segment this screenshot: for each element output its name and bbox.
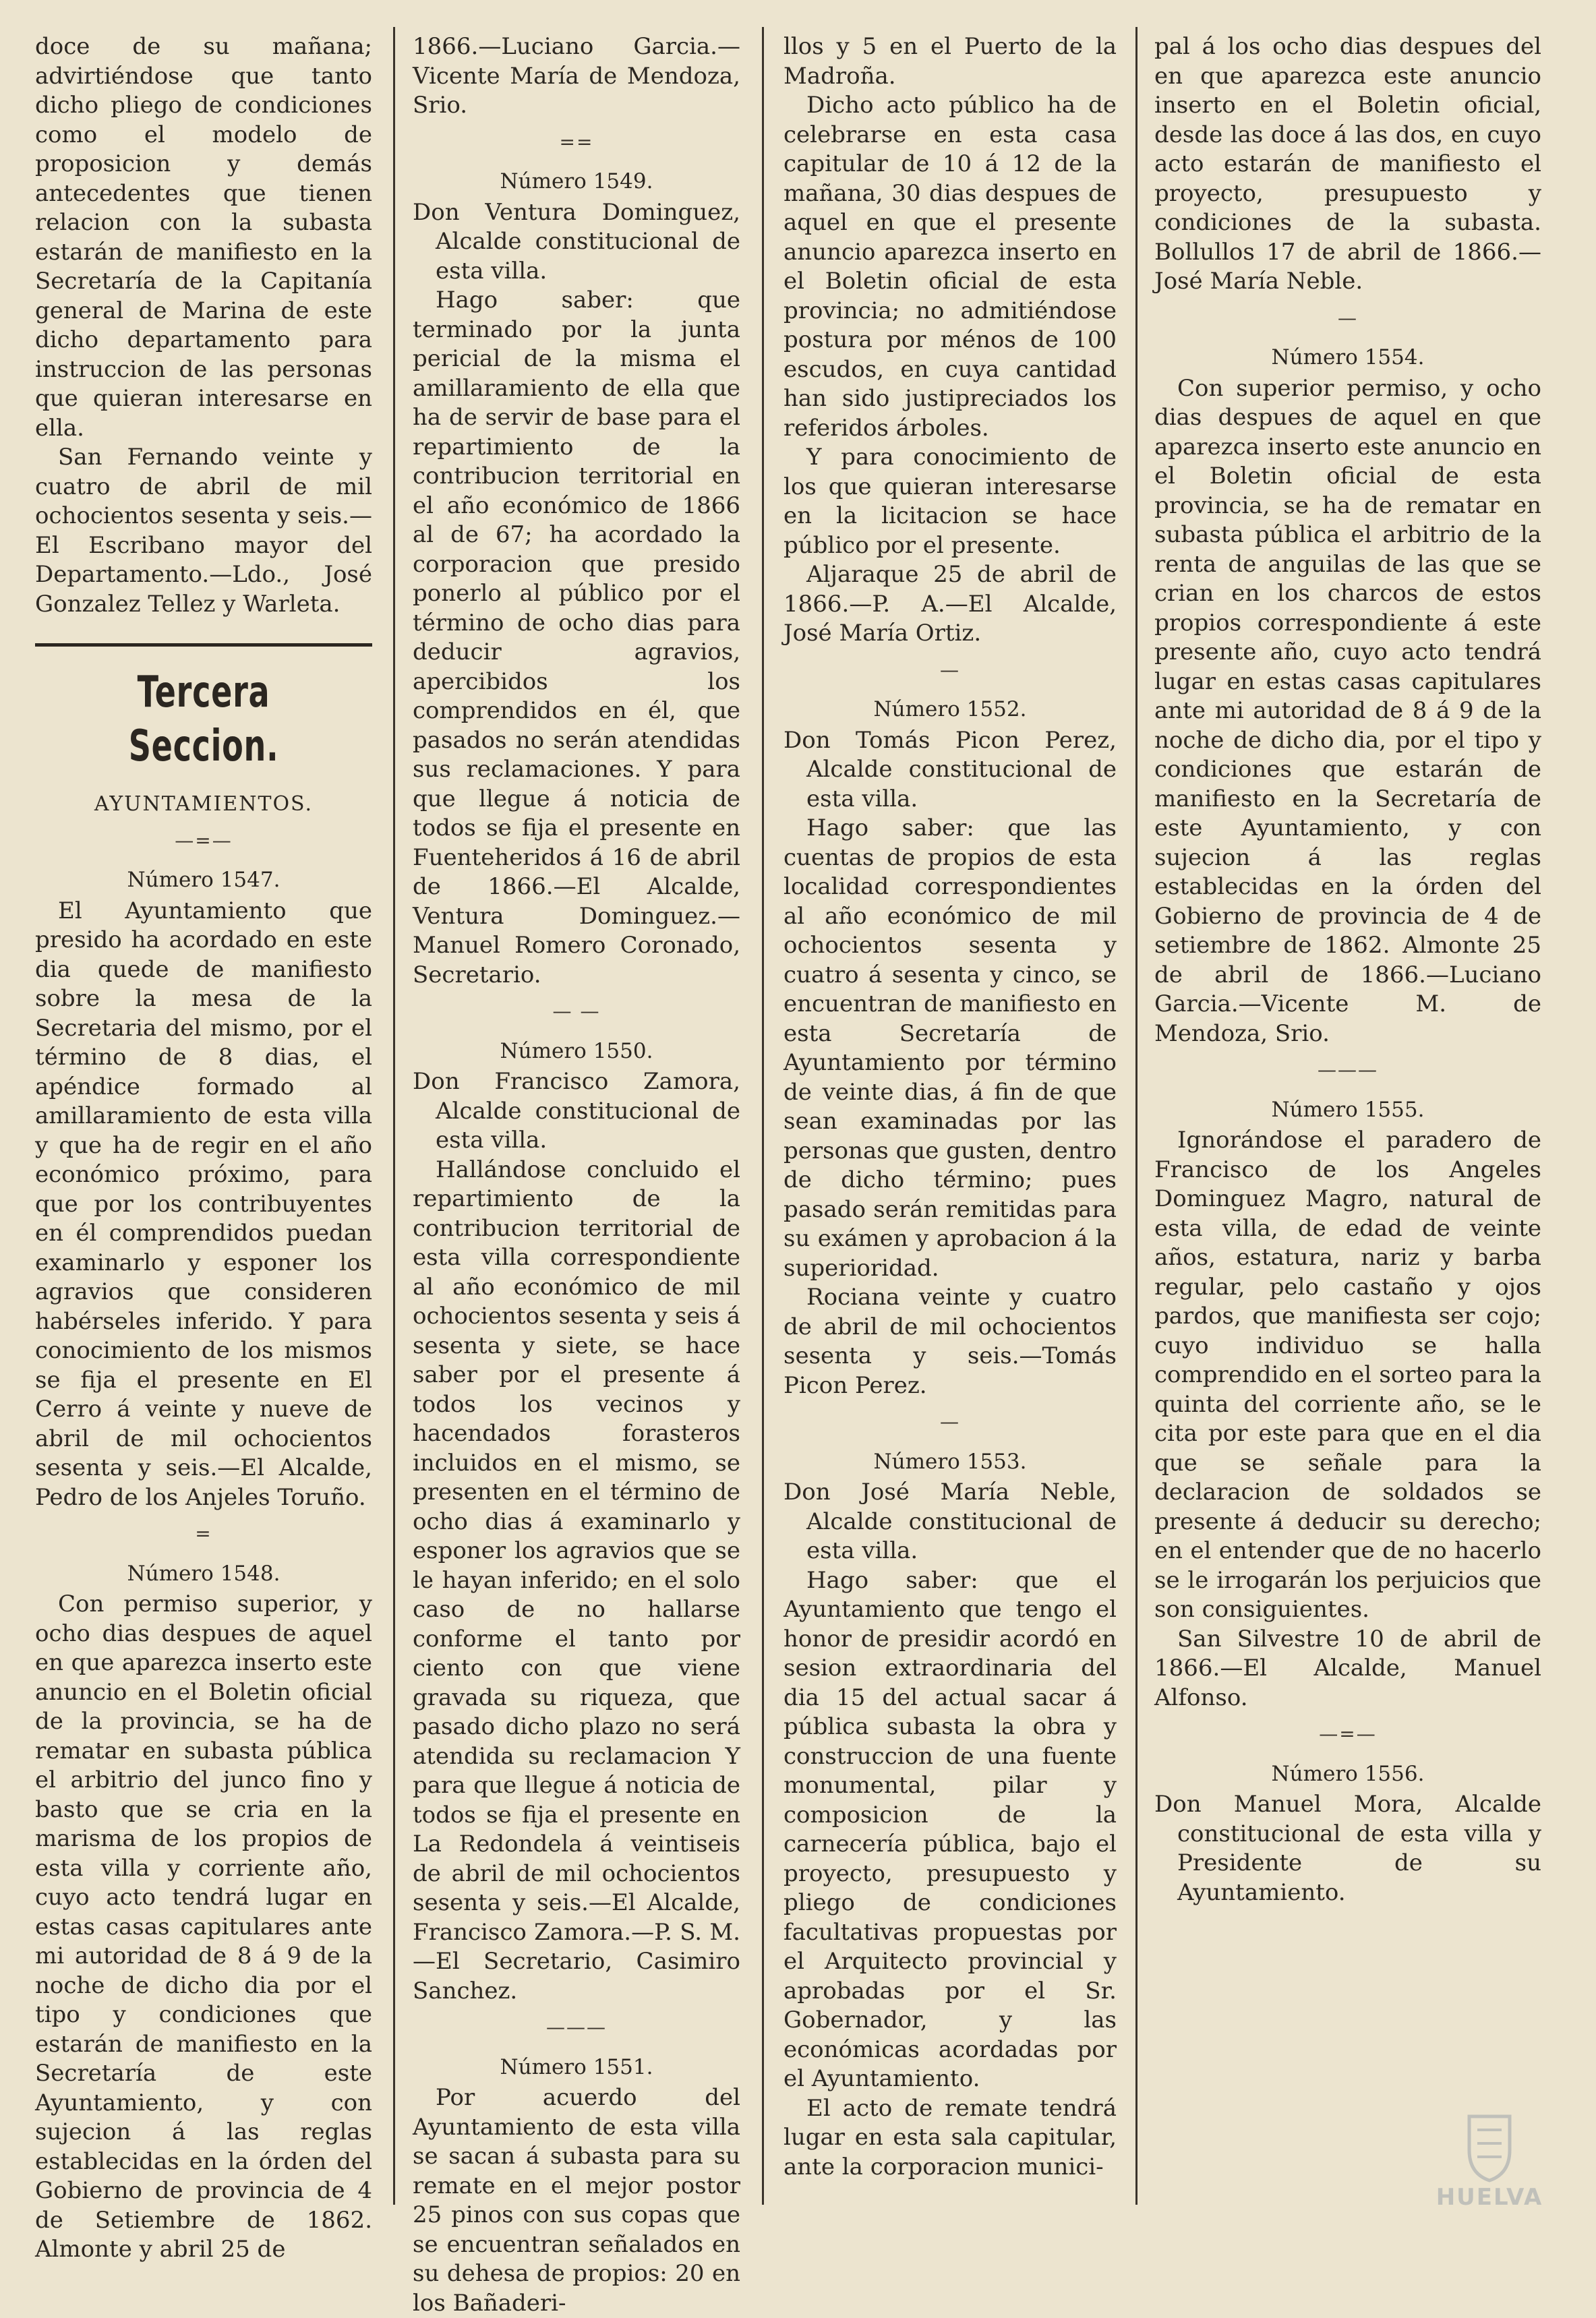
notice-heading: Don José María Neble, Alcalde constitucional de esta villa.: [784, 1479, 1117, 1564]
column-divider: [1135, 27, 1137, 2205]
signature-paragraph: San Silvestre 10 de abril de 1866.—El Alcalde, Manuel Alfonso.: [1154, 1625, 1541, 1711]
notice-body: Por acuerdo del Ayuntamiento de esta villa se sacan á subasta para su remate en el mejor postor 25 pinos con sus copas que se encuentran señalados en su dehesa de propios: 20 en los Bañaderi-: [413, 2084, 740, 2317]
notice-number: Número 1556.: [1271, 1761, 1425, 1786]
notice-number: Número 1550.: [500, 1038, 653, 1063]
notice-body: Con permiso superior, y ocho dias despues de aquel en que aparezca inserto este anuncio en el Boletin oficial de la provincia, se ha de rematar en subasta pública el arbitrio del junco fino y basto que se cria en la marisma de los propios de esta villa y corriente año, cuyo acto tendrá lugar en estas casas capitulares ante mi autoridad de 8 á 9 de la noche de dicho dia por el tipo y condiciones que estarán de manifiesto en la Secretaría de este Ayuntamiento, y con sujecion á las reglas establecidas en la órden del Gobierno de provincia de 4 de Setiembre de 1862. Almonte y abril 25 de: [35, 1591, 372, 2263]
separator: — —: [552, 1000, 601, 1022]
notice-body: Hallándose concluido el repartimiento de la contribucion territorial de esta villa correspondiente al año económico de mil ochocientos sesenta y seis á sesenta y siete, se hace saber por el presente á todos los vecinos y hacendados forasteros incluidos en el mismo, se presenten en el término de ocho dias á examinarlo y esponer los agravios que se le hayan inferido; en el solo caso de no hallarse conforme el tanto por ciento con que viene gravada su riqueza, que pasado dicho plazo no será atendida su reclamacion Y para que llegue á noticia de todos se fija el presente en La Redondela á veintiseis de abril de mil ochocientos sesenta y seis.—El Alcalde, Francisco Zamora.—P. S. M.—El Secretario, Casimiro Sanchez.: [413, 1156, 740, 2004]
signature-paragraph: Rociana veinte y cuatro de abril de mil ochocientos sesenta y seis.—Tomás Picon Perez.: [784, 1284, 1117, 1399]
notice-body: Hago saber: que las cuentas de propios de esta localidad correspondientes al año económico de mil ochocientos sesenta y cuatro á sesenta y cinco, se encuentran de manifiesto en esta Secretaría de Ayuntamiento por término de veinte dias, á fin de que sean examinadas por las personas que gusten, dentro de dicho término; pues pasado serán remitidas para su exámen y aprobacion á la superioridad.: [784, 814, 1117, 1282]
section-header: AYUNTAMIENTOS.: [94, 792, 314, 816]
notice-heading: Don Francisco Zamora, Alcalde constitucional de esta villa.: [413, 1068, 740, 1154]
section-title: Tercera Seccion.: [128, 667, 279, 771]
separator: ———: [546, 2016, 607, 2038]
notice-body: Y para conocimiento de los que quieran interesarse en la licitacion se hace público por el presente.: [784, 444, 1117, 559]
continued-paragraph: 1866.—Luciano Garcia.—Vicente María de Mendoza, Srio.: [413, 33, 740, 119]
notice-heading: Don Ventura Dominguez, Alcalde constitucional de esta villa.: [413, 198, 740, 285]
notice-body: Dicho acto público ha de celebrarse en esta casa capitular de 10 á 12 de la mañana, 30 dias despues de aquel en que el presente anuncio aparezca inserto en el Boletin oficial de esta provincia; no admitiéndose postura por ménos de 100 escudos, en cuya cantidad han sido justipreciados los referidos árboles.: [784, 92, 1117, 442]
separator: —: [940, 1410, 960, 1433]
column-divider: [393, 27, 395, 2205]
notice-body: El acto de remate tendrá lugar en esta sala capitular, ante la corporacion munici-: [784, 2094, 1117, 2180]
notice-number: Número 1549.: [500, 169, 653, 194]
separator: =: [195, 1522, 212, 1545]
separator: —=—: [1319, 1723, 1377, 1745]
continued-paragraph: doce de su mañana; advirtiéndose que tanto dicho pliego de condiciones como el modelo de proposicion y demás antecedentes que tienen relacion con la subasta estarán de manifiesto en la Secretaría de la Capitanía general de Marina de este dicho departamento para instruccion de las personas que quieran interesarse en ella.: [35, 33, 372, 442]
continued-paragraph: llos y 5 en el Puerto de la Madroña.: [784, 33, 1117, 90]
column-4: [1154, 32, 1541, 1907]
continued-paragraph: pal á los ocho dias despues del en que aparezca este anuncio inserto en el Boletin oficial, desde las doce á las dos, en cuyo acto estarán de manifiesto el proyecto, presupuesto y condiciones de la subasta. Bollullos 17 de abril de 1866.—José María Neble.: [1154, 33, 1541, 295]
separator: ———: [1318, 1059, 1378, 1081]
notice-number: Número 1554.: [1271, 345, 1425, 369]
notice-number: Número 1551.: [500, 2054, 653, 2079]
logo-text: HUELVA: [1436, 2184, 1543, 2211]
notice-body: Hago saber: que el Ayuntamiento que tengo el honor de presidir acordó en sesion extraordinaria del dia 15 del actual sacar á pública subasta la obra y construccion de una fuente monumental, pilar y composicion de la carnecería pública, bajo el proyecto, presupuesto y pliego de condiciones facultativas propuestas por el Arquitecto provincial y aprobadas por el Sr. Gobernador, y las económicas acordadas por el Ayuntamiento.: [784, 1566, 1117, 2092]
notice-body: Ignorándose el paradero de Francisco de los Angeles Dominguez Magro, natural de esta villa, de edad de veinte años, estatura, nariz y barba regular, pelo castaño y ojos pardos, que manifiesta ser cojo; cuyo individuo se halla comprendido en el sorteo para la quinta del corriente año, se le cita por este para que en el dia que se señale para la declaracion de soldados se presente á deducir su derecho; en el entender que de no hacerlo se le irrogarán los perjuicios que son consiguientes.: [1154, 1127, 1541, 1623]
notice-number: Número 1555.: [1271, 1097, 1425, 1122]
notice-number: Número 1548.: [127, 1561, 280, 1586]
notice-body: El Ayuntamiento que presido ha acordado en este dia quede de manifiesto sobre la mesa de la Secretaria del mismo, por el término de 8 dias, el apéndice formado al amillaramiento de esta villa y que ha de regir en el año económico próximo, para que por los contribuyentes en él comprendidos puedan examinarlo y esponer los agravios que consideren habérseles inferido. Y para conocimiento de los mismos se fija el presente en El Cerro á veinte y nueve de abril de mil ochocientos sesenta y seis.—El Alcalde, Pedro de los Anjeles Toruño.: [35, 897, 372, 1511]
section-rule: [35, 643, 372, 647]
signature-paragraph: Aljaraque 25 de abril de 1866.—P. A.—El Alcalde, José María Ortiz.: [784, 561, 1117, 647]
crest-icon: [1422, 2110, 1557, 2184]
notice-body: Con superior permiso, y ocho dias despues de aquel en que aparezca inserto este anuncio en el Boletin oficial de esta provincia, se ha de rematar en subasta pública el arbitrio de la renta de anguilas de las que se crian en los charcos de estos propios correspondiente á este presente año, cuyo acto tendrá lugar en estas casas capitulares ante mi autoridad de 8 á 9 de la noche de dicho dia, por el tipo y condiciones que estarán de manifiesto en la Secretaría de este Ayuntamiento, y con sujecion á las reglas establecidas en la órden del Gobierno de provincia de 4 de setiembre de 1862. Almonte 25 de abril de 1866.—Luciano Garcia.—Vicente M. de Mendoza, Srio.: [1154, 374, 1541, 1047]
archive-logo: [1422, 2110, 1557, 2211]
column-1: [35, 32, 372, 2265]
column-3: [784, 32, 1117, 2182]
notice-number: Número 1553.: [873, 1449, 1027, 1474]
separator: ==: [559, 130, 594, 153]
notice-heading: Don Tomás Picon Perez, Alcalde constitucional de esta villa.: [784, 726, 1117, 812]
notice-number: Número 1547.: [127, 868, 280, 892]
separator: —=—: [175, 829, 233, 852]
notice-heading: Don Manuel Mora, Alcalde constitucional de esta villa y Presidente de su Ayuntamiento.: [1154, 1791, 1541, 1906]
notice-body: Hago saber: que terminado por la junta pericial de la misma el amillaramiento de ella que ha de servir de base para el repartimiento de la contribucion territorial en el año económico de 1866 al de 67; ha acordado la corporacion que presido ponerlo al público por el término de ocho dias para deducir agravios, apercibidos los comprendidos en él, que pasados no serán atendidas sus reclamaciones. Y para que llegue á noticia de todos se fija el presente en Fuenteheridos á 16 de abril de 1866.—El Alcalde, Ventura Dominguez.—Manuel Romero Coronado, Secretario.: [413, 287, 740, 988]
column-divider: [762, 27, 764, 2205]
column-2: [413, 32, 740, 2318]
separator: —: [1338, 306, 1358, 329]
signature-paragraph: San Fernando veinte y cuatro de abril de mil ochocientos sesenta y seis.—El Escribano mayor del Departamento.—Ldo., José Gonzalez Tellez y Warleta.: [35, 444, 372, 618]
notice-number: Número 1552.: [873, 697, 1027, 721]
separator: —: [940, 658, 960, 681]
